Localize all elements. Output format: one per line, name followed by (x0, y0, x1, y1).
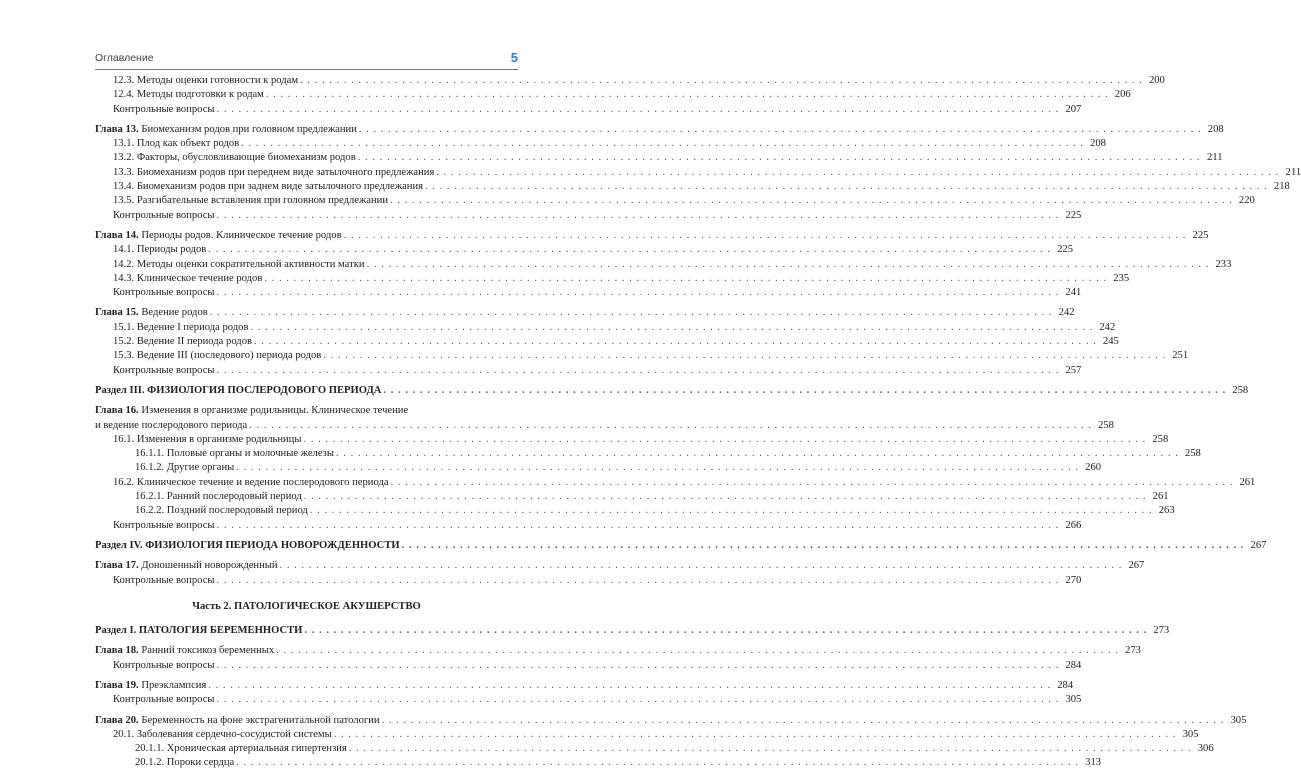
toc-entry[interactable]: 13.4. Биомеханизм родов при заднем виде затылочного предлежания . . . 218 (95, 180, 518, 194)
toc-section[interactable]: Раздел IV. ФИЗИОЛОГИЯ ПЕРИОДА НОВОРОЖДЕННОСТИ . . . 267 (95, 539, 518, 553)
toc-entry[interactable]: Контрольные вопросы . . . 305 (95, 693, 518, 707)
toc-entry[interactable]: Контрольные вопросы . . . 270 (95, 574, 518, 588)
toc-chapter[interactable]: Глава 14. Периоды родов. Клиническое течение родов . . . 225 (95, 229, 518, 243)
toc-chapter[interactable]: Глава 13. Биомеханизм родов при головном предлежании . . . 208 (95, 123, 518, 137)
header-title: Оглавление (95, 52, 154, 64)
toc-section[interactable]: Раздел III. ФИЗИОЛОГИЯ ПОСЛЕРОДОВОГО ПЕРИОДА . . . 258 (95, 384, 518, 398)
toc-entry[interactable]: 14.2. Методы оценки сократительной активности матки . . . 233 (95, 258, 518, 272)
toc-entry[interactable]: 20.1. Заболевания сердечно-сосудистой системы . . . 305 (95, 728, 518, 742)
toc-entry[interactable]: 13.2. Факторы, обусловливающие биомеханизм родов . . . 211 (95, 151, 518, 165)
toc-entry[interactable]: 14.3. Клиническое течение родов . . . 235 (95, 272, 518, 286)
toc-entry[interactable]: 13.3. Биомеханизм родов при переднем виде затылочного предлежания . . . 211 (95, 166, 518, 180)
toc-entry[interactable]: 16.1.2. Другие органы . . . 260 (95, 461, 518, 475)
table-of-contents (95, 74, 1301, 771)
toc-entry[interactable]: 16.2. Клиническое течение и ведение послеродового периода . . . 261 (95, 476, 518, 490)
toc-entry[interactable]: 16.2.1. Ранний послеродовый период . . . 261 (95, 490, 518, 504)
part-title: Часть 2. ПАТОЛОГИЧЕСКОЕ АКУШЕРСТВО (192, 600, 421, 612)
toc-entry[interactable]: 15.1. Ведение I периода родов . . . 242 (95, 321, 518, 335)
toc-entry[interactable]: 15.2. Ведение II периода родов . . . 245 (95, 335, 518, 349)
header-rule (95, 69, 518, 70)
toc-entry[interactable]: Контрольные вопросы . . . 207 (95, 103, 518, 117)
toc-entry[interactable]: Контрольные вопросы . . . 257 (95, 364, 518, 378)
toc-chapter[interactable]: Глава 20. Беременность на фоне экстрагенитальной патологии . . . 305 (95, 714, 518, 728)
toc-entry[interactable]: 16.1. Изменения в организме родильницы . . . 258 (95, 433, 518, 447)
toc-entry[interactable]: 20.1.2. Пороки сердца . . . 313 (95, 756, 518, 770)
toc-entry[interactable]: 12.4. Методы подготовки к родам . . . 206 (95, 88, 518, 102)
toc-entry[interactable]: 16.1.1. Половые органы и молочные железы . . . 258 (95, 447, 518, 461)
toc-entry[interactable]: Контрольные вопросы . . . 266 (95, 519, 518, 533)
toc-chapter[interactable]: Глава 18. Ранний токсикоз беременных . . . 273 (95, 644, 518, 658)
toc-chapter[interactable]: Глава 17. Доношенный новорожденный . . . 267 (95, 559, 518, 573)
toc-entry[interactable]: 14.1. Периоды родов . . . 225 (95, 243, 518, 257)
toc-entry[interactable]: 20.1.1. Хроническая артериальная гипертензия . . . 306 (95, 742, 518, 756)
toc-section[interactable]: Раздел I. ПАТОЛОГИЯ БЕРЕМЕННОСТИ . . . 273 (95, 624, 518, 638)
running-header (95, 52, 518, 68)
toc-entry[interactable]: 13.1. Плод как объект родов . . . 208 (95, 137, 518, 151)
toc-entry[interactable]: Контрольные вопросы . . . 284 (95, 659, 518, 673)
toc-chapter-line: Глава 16. Изменения в организме родильницы. Клиническое течение (95, 405, 409, 417)
toc-entry[interactable]: 12.3. Методы оценки готовности к родам . . . 200 (95, 74, 518, 88)
page-number: 5 (510, 50, 518, 65)
toc-entry[interactable]: 13.5. Разгибательные вставления при головном предлежании . . . 220 (95, 194, 518, 208)
toc-chapter[interactable]: Глава 19. Преэклампсия . . . 284 (95, 679, 518, 693)
toc-entry[interactable]: 15.3. Ведение III (последового) периода родов . . . 251 (95, 349, 518, 363)
toc-chapter[interactable]: и ведение послеродового периода . . . 258 (95, 419, 518, 433)
toc-entry[interactable]: 16.2.2. Поздний послеродовый период . . . 263 (95, 504, 518, 518)
toc-entry[interactable]: Контрольные вопросы . . . 225 (95, 209, 518, 223)
toc-entry[interactable]: Контрольные вопросы . . . 241 (95, 286, 518, 300)
toc-chapter[interactable]: Глава 15. Ведение родов . . . 242 (95, 306, 518, 320)
